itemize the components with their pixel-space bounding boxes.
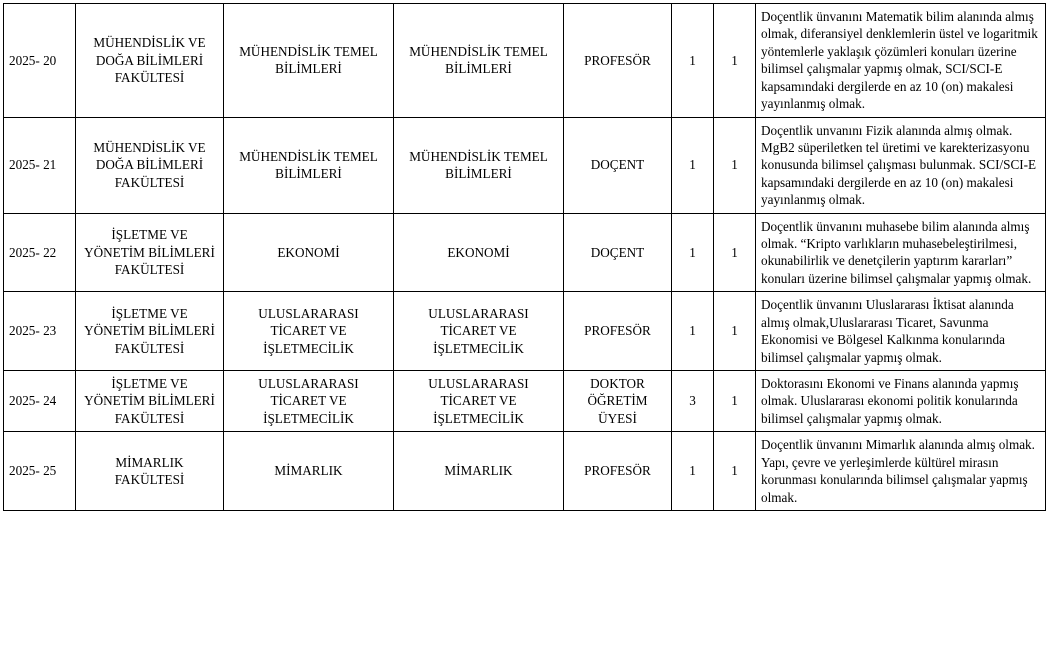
cell-requirements: Doçentlik ünvanını Uluslararası İktisat alanında almış olmak,Uluslararası Ticaret, Savunma Ekonomisi ve Bölgesel Kalkınma konularında bilimsel çalışmalar yapmış olmak.: [756, 292, 1046, 371]
cell-department: MÜHENDİSLİK TEMEL BİLİMLERİ: [224, 117, 394, 213]
cell-program: MİMARLIK: [394, 432, 564, 511]
cell-degree: 1: [714, 117, 756, 213]
table-row: [4, 4, 1046, 118]
cell-count: 1: [672, 213, 714, 292]
cell-count: 1: [672, 432, 714, 511]
cell-department: EKONOMİ: [224, 213, 394, 292]
table-body: [4, 4, 1046, 511]
cell-title: DOÇENT: [564, 117, 672, 213]
cell-program: MÜHENDİSLİK TEMEL BİLİMLERİ: [394, 4, 564, 118]
cell-degree: 1: [714, 292, 756, 371]
cell-requirements: Doktorasını Ekonomi ve Finans alanında yapmış olmak. Uluslararası ekonomi politik konularında bilimsel çalışmalar yapmış olmak.: [756, 371, 1046, 432]
cell-program: MÜHENDİSLİK TEMEL BİLİMLERİ: [394, 117, 564, 213]
cell-program: EKONOMİ: [394, 213, 564, 292]
cell-degree: 1: [714, 371, 756, 432]
cell-department: ULUSLARARASI TİCARET VE İŞLETMECİLİK: [224, 292, 394, 371]
cell-requirements: Doçentlik ünvanını Mimarlık alanında almış olmak. Yapı, çevre ve yerleşimlerde kültürel mirasın korunması konularında bilimsel çalışmalar yapmış olmak.: [756, 432, 1046, 511]
cell-program: ULUSLARARASI TİCARET VE İŞLETMECİLİK: [394, 292, 564, 371]
cell-requirements: Doçentlik ünvanını muhasebe bilim alanında almış olmak. “Kripto varlıkların muhasebeleştirilmesi, okunabilirlik ve denetçilerin yaptırım kararları” konuları üzerine bilimsel çalışmalar yapmış olmak.: [756, 213, 1046, 292]
cell-department: MİMARLIK: [224, 432, 394, 511]
cell-count: 1: [672, 292, 714, 371]
cell-code: 2025- 25: [4, 432, 76, 511]
cell-count: 3: [672, 371, 714, 432]
cell-requirements: Doçentlik ünvanını Matematik bilim alanında almış olmak, diferansiyel denklemlerin üstel ve logaritmik yöntemlerle yaklaşık çözümleri konuları üzerine bilimsel çalışmalar yapmış olmak, SCI/SCI-E kapsamındaki dergilerde en az 10 (on) makalesi yayınlanmış olmak.: [756, 4, 1046, 118]
cell-faculty: İŞLETME VE YÖNETİM BİLİMLERİ FAKÜLTESİ: [76, 213, 224, 292]
cell-department: ULUSLARARASI TİCARET VE İŞLETMECİLİK: [224, 371, 394, 432]
cell-count: 1: [672, 4, 714, 118]
cell-title: DOKTOR ÖĞRETİM ÜYESİ: [564, 371, 672, 432]
table-row: [4, 371, 1046, 432]
cell-count: 1: [672, 117, 714, 213]
cell-faculty: MÜHENDİSLİK VE DOĞA BİLİMLERİ FAKÜLTESİ: [76, 117, 224, 213]
cell-faculty: MÜHENDİSLİK VE DOĞA BİLİMLERİ FAKÜLTESİ: [76, 4, 224, 118]
cell-title: PROFESÖR: [564, 4, 672, 118]
cell-faculty: İŞLETME VE YÖNETİM BİLİMLERİ FAKÜLTESİ: [76, 371, 224, 432]
cell-code: 2025- 20: [4, 4, 76, 118]
cell-department: MÜHENDİSLİK TEMEL BİLİMLERİ: [224, 4, 394, 118]
cell-title: PROFESÖR: [564, 432, 672, 511]
table-row: [4, 213, 1046, 292]
cell-degree: 1: [714, 4, 756, 118]
table-row: [4, 117, 1046, 213]
cell-degree: 1: [714, 432, 756, 511]
cell-title: PROFESÖR: [564, 292, 672, 371]
cell-code: 2025- 22: [4, 213, 76, 292]
cell-faculty: MİMARLIK FAKÜLTESİ: [76, 432, 224, 511]
cell-title: DOÇENT: [564, 213, 672, 292]
table-row: [4, 432, 1046, 511]
cell-code: 2025- 24: [4, 371, 76, 432]
cell-code: 2025- 21: [4, 117, 76, 213]
cell-faculty: İŞLETME VE YÖNETİM BİLİMLERİ FAKÜLTESİ: [76, 292, 224, 371]
cell-code: 2025- 23: [4, 292, 76, 371]
cell-program: ULUSLARARASI TİCARET VE İŞLETMECİLİK: [394, 371, 564, 432]
cell-degree: 1: [714, 213, 756, 292]
table-row: [4, 292, 1046, 371]
cell-requirements: Doçentlik unvanını Fizik alanında almış olmak. MgB2 süperiletken tel üretimi ve karekterizasyonu konusunda bilimsel çalışması bulunmak. SCI/SCI-E kapsamındaki dergilerde en az 10 (on) makalesi yayınlanmış olmak.: [756, 117, 1046, 213]
academic-positions-table: [3, 3, 1046, 511]
